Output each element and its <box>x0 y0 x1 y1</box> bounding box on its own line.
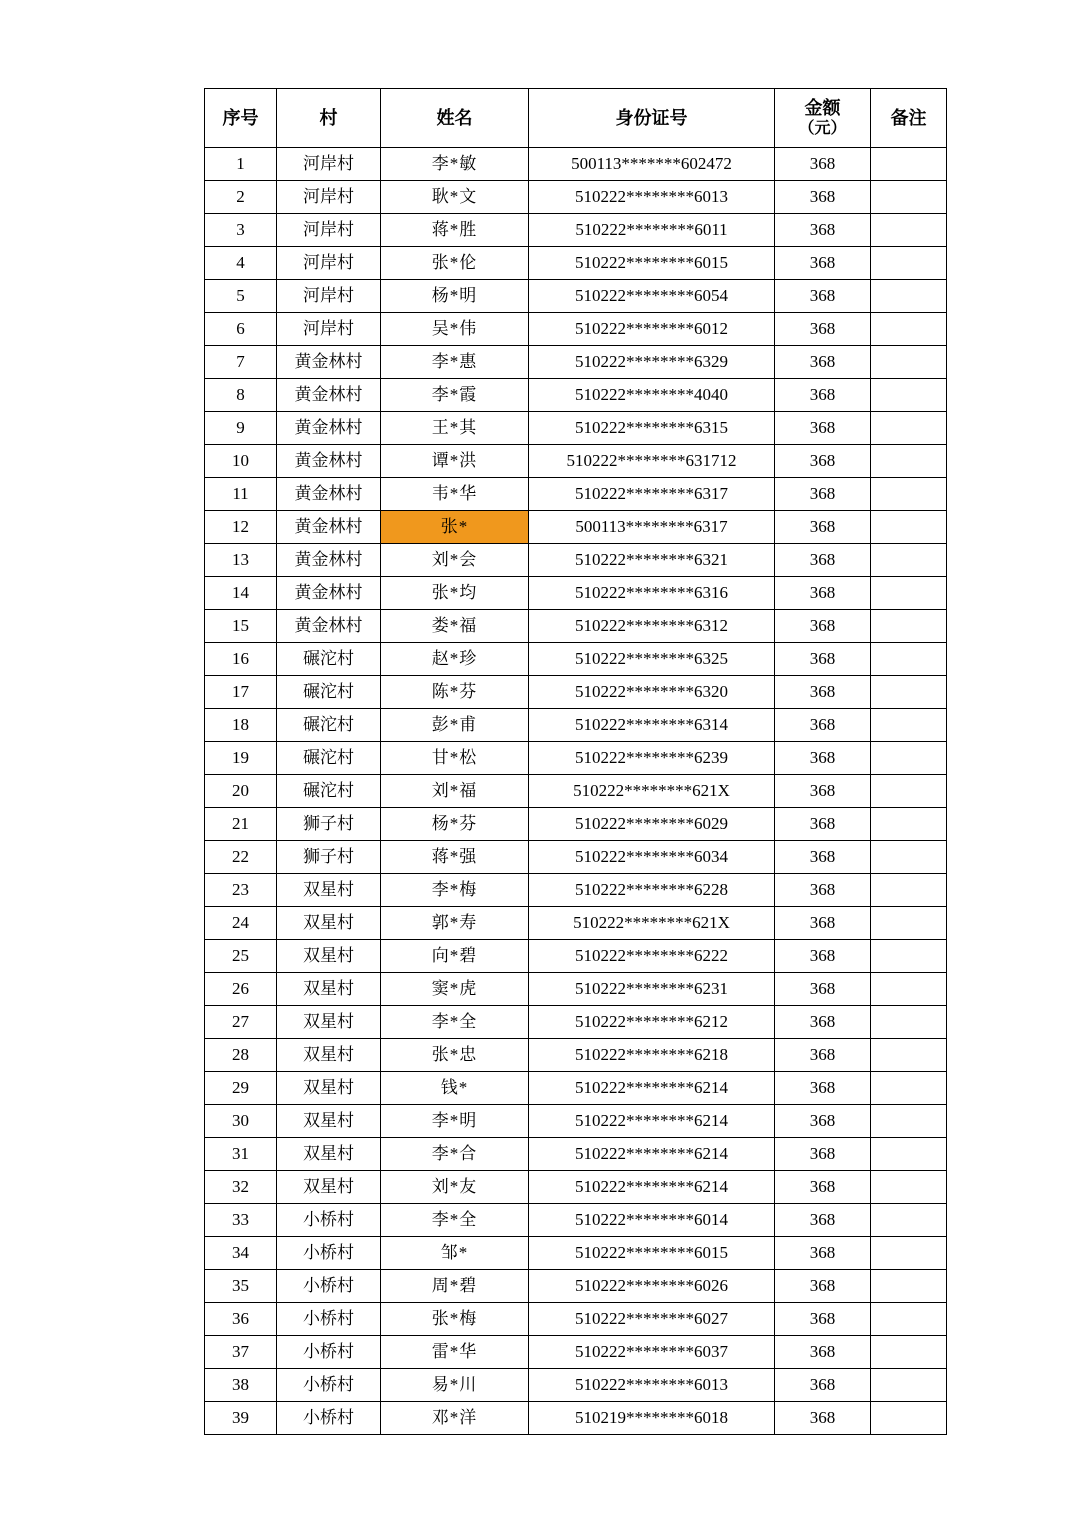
cell-village: 双星村 <box>277 1072 381 1105</box>
cell-index: 24 <box>205 907 277 940</box>
cell-village: 碾沱村 <box>277 643 381 676</box>
cell-index: 26 <box>205 973 277 1006</box>
cell-id-number: 510222********6315 <box>529 412 775 445</box>
table-row <box>205 1204 947 1237</box>
cell-id-number: 510219********6018 <box>529 1402 775 1435</box>
cell-note <box>871 1270 947 1303</box>
cell-village: 双星村 <box>277 874 381 907</box>
cell-village: 小桥村 <box>277 1204 381 1237</box>
cell-amount: 368 <box>775 775 871 808</box>
cell-village: 河岸村 <box>277 313 381 346</box>
cell-name: 李*惠 <box>381 346 529 379</box>
cell-name: 张*忠 <box>381 1039 529 1072</box>
column-header-amount-unit: （元） <box>798 120 847 138</box>
cell-note <box>871 280 947 313</box>
cell-id-number: 510222********6314 <box>529 709 775 742</box>
cell-note <box>871 775 947 808</box>
cell-note <box>871 412 947 445</box>
cell-note <box>871 379 947 412</box>
cell-village: 河岸村 <box>277 280 381 313</box>
cell-village: 碾沱村 <box>277 775 381 808</box>
cell-amount: 368 <box>775 280 871 313</box>
cell-id-number: 510222********6029 <box>529 808 775 841</box>
cell-id-number: 510222********6218 <box>529 1039 775 1072</box>
cell-index: 28 <box>205 1039 277 1072</box>
cell-index: 37 <box>205 1336 277 1369</box>
table-row <box>205 1402 947 1435</box>
cell-amount: 368 <box>775 907 871 940</box>
cell-note <box>871 1237 947 1270</box>
cell-name: 王*其 <box>381 412 529 445</box>
cell-name: 韦*华 <box>381 478 529 511</box>
cell-name: 李*梅 <box>381 874 529 907</box>
cell-index: 33 <box>205 1204 277 1237</box>
cell-index: 16 <box>205 643 277 676</box>
cell-amount: 368 <box>775 940 871 973</box>
cell-index: 25 <box>205 940 277 973</box>
cell-name: 杨*芬 <box>381 808 529 841</box>
cell-name: 谭*洪 <box>381 445 529 478</box>
cell-village: 小桥村 <box>277 1303 381 1336</box>
table-row <box>205 1072 947 1105</box>
cell-village: 狮子村 <box>277 841 381 874</box>
table-row <box>205 676 947 709</box>
cell-name: 李*霞 <box>381 379 529 412</box>
table-row <box>205 544 947 577</box>
cell-amount: 368 <box>775 841 871 874</box>
cell-note <box>871 610 947 643</box>
cell-index: 19 <box>205 742 277 775</box>
cell-id-number: 510222********6011 <box>529 214 775 247</box>
cell-village: 双星村 <box>277 1105 381 1138</box>
cell-village: 碾沱村 <box>277 742 381 775</box>
cell-amount: 368 <box>775 181 871 214</box>
cell-note <box>871 742 947 775</box>
cell-index: 30 <box>205 1105 277 1138</box>
cell-village: 河岸村 <box>277 181 381 214</box>
cell-id-number: 510222********6325 <box>529 643 775 676</box>
cell-amount: 368 <box>775 379 871 412</box>
cell-amount: 368 <box>775 511 871 544</box>
cell-id-number: 510222********6037 <box>529 1336 775 1369</box>
cell-village: 小桥村 <box>277 1237 381 1270</box>
table-row <box>205 709 947 742</box>
cell-id-number: 510222********6317 <box>529 478 775 511</box>
cell-id-number: 510222********6026 <box>529 1270 775 1303</box>
cell-amount: 368 <box>775 214 871 247</box>
cell-note <box>871 643 947 676</box>
cell-village: 双星村 <box>277 973 381 1006</box>
cell-amount: 368 <box>775 1270 871 1303</box>
cell-id-number: 510222********6014 <box>529 1204 775 1237</box>
cell-amount: 368 <box>775 808 871 841</box>
cell-name: 周*碧 <box>381 1270 529 1303</box>
cell-village: 双星村 <box>277 907 381 940</box>
table-row <box>205 412 947 445</box>
cell-village: 狮子村 <box>277 808 381 841</box>
cell-amount: 368 <box>775 148 871 181</box>
cell-amount: 368 <box>775 1369 871 1402</box>
cell-name: 吴*伟 <box>381 313 529 346</box>
cell-id-number: 510222********6015 <box>529 247 775 280</box>
cell-name: 李*合 <box>381 1138 529 1171</box>
cell-id-number: 500113*******602472 <box>529 148 775 181</box>
cell-amount: 368 <box>775 478 871 511</box>
cell-index: 1 <box>205 148 277 181</box>
cell-village: 黄金林村 <box>277 445 381 478</box>
cell-village: 河岸村 <box>277 148 381 181</box>
cell-village: 碾沱村 <box>277 676 381 709</box>
cell-village: 双星村 <box>277 1039 381 1072</box>
cell-village: 黄金林村 <box>277 412 381 445</box>
cell-village: 黄金林村 <box>277 346 381 379</box>
cell-id-number: 510222********6222 <box>529 940 775 973</box>
table-row <box>205 874 947 907</box>
cell-note <box>871 148 947 181</box>
table-row <box>205 1105 947 1138</box>
cell-name: 蒋*强 <box>381 841 529 874</box>
cell-index: 2 <box>205 181 277 214</box>
cell-amount: 368 <box>775 1336 871 1369</box>
cell-note <box>871 1303 947 1336</box>
cell-name: 窦*虎 <box>381 973 529 1006</box>
cell-village: 双星村 <box>277 1006 381 1039</box>
cell-id-number: 510222********6320 <box>529 676 775 709</box>
cell-id-number: 510222********6231 <box>529 973 775 1006</box>
cell-name: 彭*甫 <box>381 709 529 742</box>
cell-amount: 368 <box>775 1402 871 1435</box>
table-header-row <box>205 89 947 148</box>
cell-name: 赵*珍 <box>381 643 529 676</box>
cell-id-number: 500113********6317 <box>529 511 775 544</box>
cell-amount: 368 <box>775 742 871 775</box>
cell-id-number: 510222********6321 <box>529 544 775 577</box>
cell-amount: 368 <box>775 643 871 676</box>
cell-note <box>871 907 947 940</box>
cell-id-number: 510222********6329 <box>529 346 775 379</box>
cell-id-number: 510222********6012 <box>529 313 775 346</box>
cell-village: 小桥村 <box>277 1402 381 1435</box>
cell-index: 6 <box>205 313 277 346</box>
cell-note <box>871 709 947 742</box>
cell-note <box>871 841 947 874</box>
cell-village: 小桥村 <box>277 1369 381 1402</box>
cell-amount: 368 <box>775 973 871 1006</box>
cell-amount: 368 <box>775 1171 871 1204</box>
table-row <box>205 841 947 874</box>
table-row <box>205 247 947 280</box>
table-body <box>205 148 947 1435</box>
cell-id-number: 510222********6214 <box>529 1138 775 1171</box>
cell-amount: 368 <box>775 247 871 280</box>
cell-note <box>871 181 947 214</box>
cell-name: 向*碧 <box>381 940 529 973</box>
cell-name: 耿*文 <box>381 181 529 214</box>
cell-index: 38 <box>205 1369 277 1402</box>
table-row <box>205 1138 947 1171</box>
column-header-amount <box>775 89 871 148</box>
table-row <box>205 346 947 379</box>
table-row <box>205 1303 947 1336</box>
table-row <box>205 1270 947 1303</box>
cell-village: 黄金林村 <box>277 379 381 412</box>
cell-index: 8 <box>205 379 277 412</box>
cell-index: 10 <box>205 445 277 478</box>
cell-note <box>871 973 947 1006</box>
cell-index: 20 <box>205 775 277 808</box>
cell-index: 32 <box>205 1171 277 1204</box>
cell-name: 李*明 <box>381 1105 529 1138</box>
cell-note <box>871 1006 947 1039</box>
table-row <box>205 775 947 808</box>
cell-amount: 368 <box>775 577 871 610</box>
cell-name: 李*敏 <box>381 148 529 181</box>
cell-name: 李*全 <box>381 1006 529 1039</box>
cell-index: 5 <box>205 280 277 313</box>
cell-index: 17 <box>205 676 277 709</box>
cell-id-number: 510222********6214 <box>529 1072 775 1105</box>
cell-id-number: 510222********6013 <box>529 1369 775 1402</box>
cell-note <box>871 511 947 544</box>
cell-id-number: 510222********6034 <box>529 841 775 874</box>
cell-note <box>871 214 947 247</box>
cell-name: 甘*松 <box>381 742 529 775</box>
cell-note <box>871 1072 947 1105</box>
column-header-name: 姓名 <box>381 89 529 148</box>
cell-index: 39 <box>205 1402 277 1435</box>
cell-id-number: 510222********631712 <box>529 445 775 478</box>
cell-name: 李*全 <box>381 1204 529 1237</box>
cell-index: 21 <box>205 808 277 841</box>
cell-id-number: 510222********4040 <box>529 379 775 412</box>
cell-name: 张*伦 <box>381 247 529 280</box>
cell-village: 河岸村 <box>277 247 381 280</box>
cell-amount: 368 <box>775 1204 871 1237</box>
cell-note <box>871 1039 947 1072</box>
table-row <box>205 445 947 478</box>
table-row <box>205 214 947 247</box>
column-header-id-number: 身份证号 <box>529 89 775 148</box>
column-header-note: 备注 <box>871 89 947 148</box>
table-row <box>205 181 947 214</box>
cell-note <box>871 874 947 907</box>
cell-index: 35 <box>205 1270 277 1303</box>
cell-index: 4 <box>205 247 277 280</box>
cell-village: 黄金林村 <box>277 544 381 577</box>
cell-village: 黄金林村 <box>277 478 381 511</box>
table-row <box>205 379 947 412</box>
table-row <box>205 973 947 1006</box>
table-row <box>205 313 947 346</box>
cell-amount: 368 <box>775 313 871 346</box>
cell-index: 34 <box>205 1237 277 1270</box>
cell-amount: 368 <box>775 1237 871 1270</box>
cell-note <box>871 1336 947 1369</box>
column-header-village: 村 <box>277 89 381 148</box>
cell-index: 23 <box>205 874 277 907</box>
cell-note <box>871 313 947 346</box>
cell-note <box>871 247 947 280</box>
cell-name: 雷*华 <box>381 1336 529 1369</box>
cell-village: 双星村 <box>277 1171 381 1204</box>
table-row <box>205 742 947 775</box>
column-header-index: 序号 <box>205 89 277 148</box>
cell-amount: 368 <box>775 544 871 577</box>
cell-name: 蒋*胜 <box>381 214 529 247</box>
cell-id-number: 510222********6316 <box>529 577 775 610</box>
cell-village: 黄金林村 <box>277 511 381 544</box>
cell-amount: 368 <box>775 1039 871 1072</box>
cell-name: 易*川 <box>381 1369 529 1402</box>
table-row <box>205 1171 947 1204</box>
cell-name: 娄*福 <box>381 610 529 643</box>
cell-name: 刘*友 <box>381 1171 529 1204</box>
cell-note <box>871 445 947 478</box>
cell-note <box>871 676 947 709</box>
cell-amount: 368 <box>775 412 871 445</box>
cell-index: 11 <box>205 478 277 511</box>
cell-village: 小桥村 <box>277 1270 381 1303</box>
table-row <box>205 511 947 544</box>
cell-name: 杨*明 <box>381 280 529 313</box>
cell-index: 9 <box>205 412 277 445</box>
cell-note <box>871 1105 947 1138</box>
cell-id-number: 510222********6015 <box>529 1237 775 1270</box>
cell-id-number: 510222********621X <box>529 907 775 940</box>
cell-id-number: 510222********6054 <box>529 280 775 313</box>
cell-village: 黄金林村 <box>277 577 381 610</box>
cell-id-number: 510222********6214 <box>529 1105 775 1138</box>
recipient-table-container <box>204 88 946 1435</box>
table-row <box>205 610 947 643</box>
cell-index: 7 <box>205 346 277 379</box>
cell-note <box>871 1204 947 1237</box>
cell-note <box>871 1369 947 1402</box>
cell-note <box>871 544 947 577</box>
table-header <box>205 89 947 148</box>
table-row <box>205 1006 947 1039</box>
cell-name: 张*均 <box>381 577 529 610</box>
table-row <box>205 808 947 841</box>
cell-amount: 368 <box>775 1072 871 1105</box>
cell-amount: 368 <box>775 1006 871 1039</box>
cell-note <box>871 1171 947 1204</box>
cell-village: 河岸村 <box>277 214 381 247</box>
cell-amount: 368 <box>775 676 871 709</box>
cell-index: 27 <box>205 1006 277 1039</box>
cell-index: 13 <box>205 544 277 577</box>
cell-amount: 368 <box>775 1105 871 1138</box>
cell-index: 12 <box>205 511 277 544</box>
cell-index: 31 <box>205 1138 277 1171</box>
table-row <box>205 907 947 940</box>
recipient-table <box>204 88 947 1435</box>
table-row <box>205 280 947 313</box>
cell-name: 张* <box>381 511 529 544</box>
cell-note <box>871 346 947 379</box>
cell-amount: 368 <box>775 874 871 907</box>
cell-id-number: 510222********6013 <box>529 181 775 214</box>
cell-id-number: 510222********6214 <box>529 1171 775 1204</box>
cell-amount: 368 <box>775 709 871 742</box>
cell-name: 陈*芬 <box>381 676 529 709</box>
cell-name: 刘*福 <box>381 775 529 808</box>
cell-amount: 368 <box>775 1138 871 1171</box>
table-row <box>205 1039 947 1072</box>
cell-note <box>871 1402 947 1435</box>
table-row <box>205 1336 947 1369</box>
cell-index: 14 <box>205 577 277 610</box>
cell-id-number: 510222********6228 <box>529 874 775 907</box>
cell-amount: 368 <box>775 445 871 478</box>
cell-name: 钱* <box>381 1072 529 1105</box>
cell-name: 邹* <box>381 1237 529 1270</box>
cell-village: 双星村 <box>277 940 381 973</box>
cell-index: 36 <box>205 1303 277 1336</box>
cell-note <box>871 1138 947 1171</box>
cell-amount: 368 <box>775 1303 871 1336</box>
cell-name: 邓*洋 <box>381 1402 529 1435</box>
table-row <box>205 478 947 511</box>
cell-amount: 368 <box>775 346 871 379</box>
table-row <box>205 577 947 610</box>
cell-index: 3 <box>205 214 277 247</box>
cell-id-number: 510222********6027 <box>529 1303 775 1336</box>
cell-index: 18 <box>205 709 277 742</box>
cell-index: 22 <box>205 841 277 874</box>
cell-name: 刘*会 <box>381 544 529 577</box>
table-row <box>205 148 947 181</box>
cell-amount: 368 <box>775 610 871 643</box>
column-header-amount-main: 金额 <box>804 97 841 118</box>
cell-id-number: 510222********621X <box>529 775 775 808</box>
cell-village: 双星村 <box>277 1138 381 1171</box>
cell-index: 29 <box>205 1072 277 1105</box>
table-row <box>205 940 947 973</box>
cell-note <box>871 478 947 511</box>
table-row <box>205 643 947 676</box>
cell-name: 张*梅 <box>381 1303 529 1336</box>
cell-village: 小桥村 <box>277 1336 381 1369</box>
cell-note <box>871 940 947 973</box>
cell-note <box>871 577 947 610</box>
table-row <box>205 1237 947 1270</box>
cell-village: 黄金林村 <box>277 610 381 643</box>
cell-note <box>871 808 947 841</box>
cell-index: 15 <box>205 610 277 643</box>
cell-id-number: 510222********6312 <box>529 610 775 643</box>
cell-village: 碾沱村 <box>277 709 381 742</box>
table-row <box>205 1369 947 1402</box>
cell-id-number: 510222********6239 <box>529 742 775 775</box>
cell-name: 郭*寿 <box>381 907 529 940</box>
cell-id-number: 510222********6212 <box>529 1006 775 1039</box>
